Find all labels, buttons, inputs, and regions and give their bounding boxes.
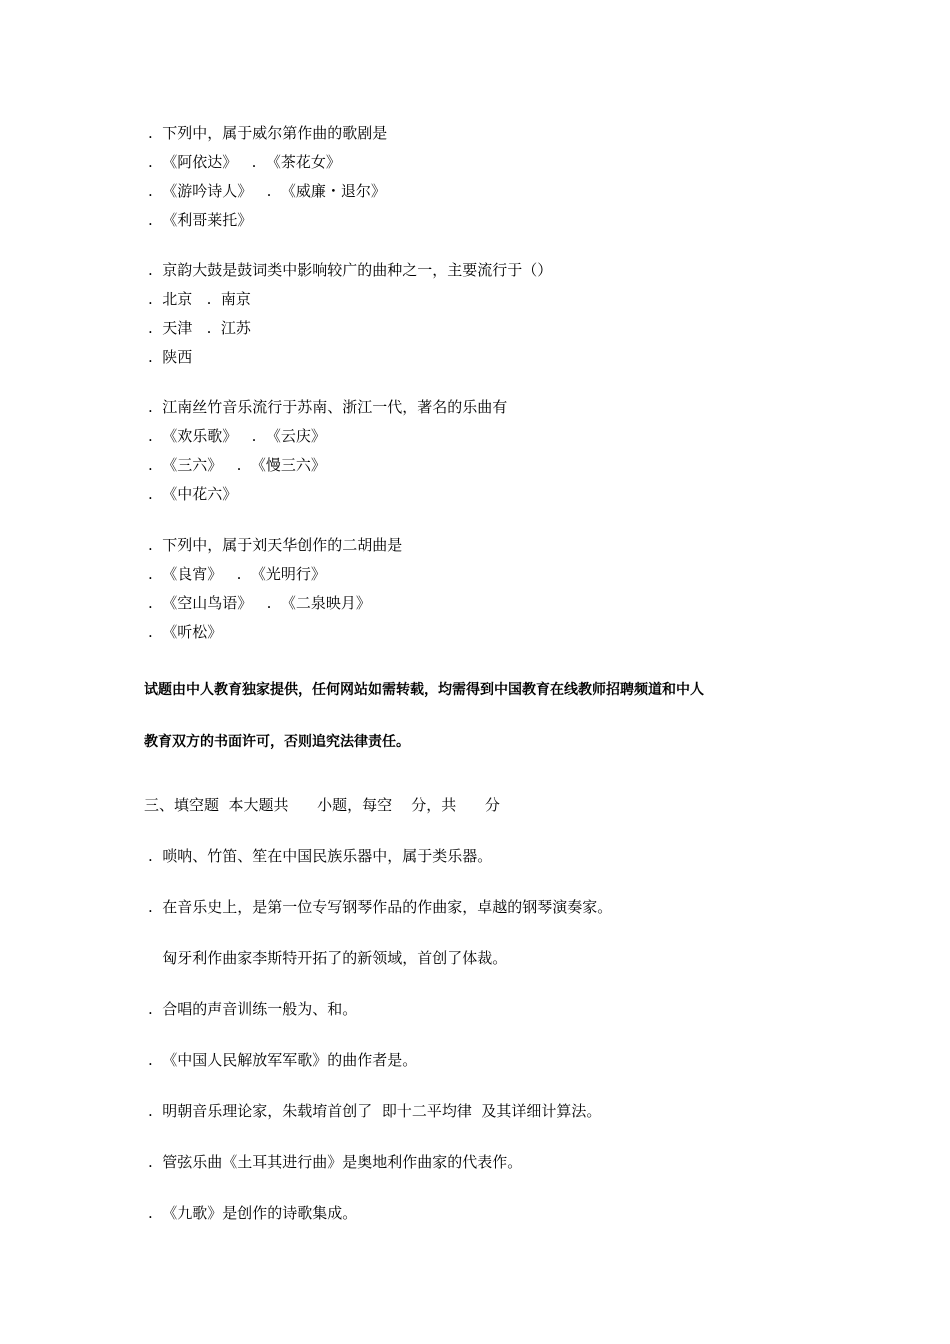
question-option: . 《欢乐歌》 . 《云庆》: [148, 427, 326, 445]
question-option: . 《三六》 . 《慢三六》: [148, 456, 326, 474]
question-stem: . 江南丝竹音乐流行于苏南、浙江一代，著名的乐曲有: [148, 398, 508, 416]
fill-question: . 合唱的声音训练一般为、和。: [148, 1000, 358, 1018]
question-option: . 《利哥莱托》: [148, 211, 253, 229]
question-option: . 北京 . 南京: [148, 290, 251, 308]
fill-question: 匈牙利作曲家李斯特开拓了的新领域，首创了体裁。: [148, 949, 508, 967]
question-stem: . 下列中，属于刘天华创作的二胡曲是: [148, 536, 403, 554]
fill-question: . 在音乐史上，是第一位专写钢琴作品的作曲家，卓越的钢琴演奏家。: [148, 898, 613, 916]
section-title: 三、填空题 本大题共 小题，每空 分，共 分: [144, 796, 500, 814]
fill-question: . 管弦乐曲《土耳其进行曲》是奥地利作曲家的代表作。: [148, 1153, 523, 1171]
question-option: . 陕西: [148, 348, 193, 366]
copyright-notice-line: 教育双方的书面许可，否则追究法律责任。: [144, 734, 410, 750]
question-option: . 《中花六》: [148, 485, 238, 503]
question-stem: . 下列中，属于威尔第作曲的歌剧是: [148, 124, 388, 142]
question-option: . 《空山鸟语》 . 《二泉映月》: [148, 594, 371, 612]
fill-question: . 唢呐、竹笛、笙在中国民族乐器中，属于类乐器。: [148, 847, 493, 865]
question-option: . 《听松》: [148, 623, 223, 641]
question-option: . 《阿依达》 . 《茶花女》: [148, 153, 341, 171]
question-option: . 天津 . 江苏: [148, 319, 251, 337]
question-option: . 《游吟诗人》 . 《威廉・退尔》: [148, 182, 386, 200]
question-option: . 《良宵》 . 《光明行》: [148, 565, 326, 583]
fill-question: . 明朝音乐理论家，朱载堉首创了 即十二平均律 及其详细计算法。: [148, 1102, 602, 1120]
question-stem: . 京韵大鼓是鼓词类中影响较广的曲种之一，主要流行于（）: [148, 261, 553, 279]
copyright-notice-line: 试题由中人教育独家提供，任何网站如需转载，均需得到中国教育在线教师招聘频道和中人: [144, 682, 704, 698]
fill-question: . 《九歌》是创作的诗歌集成。: [148, 1204, 358, 1222]
fill-question: . 《中国人民解放军军歌》的曲作者是。: [148, 1051, 418, 1069]
